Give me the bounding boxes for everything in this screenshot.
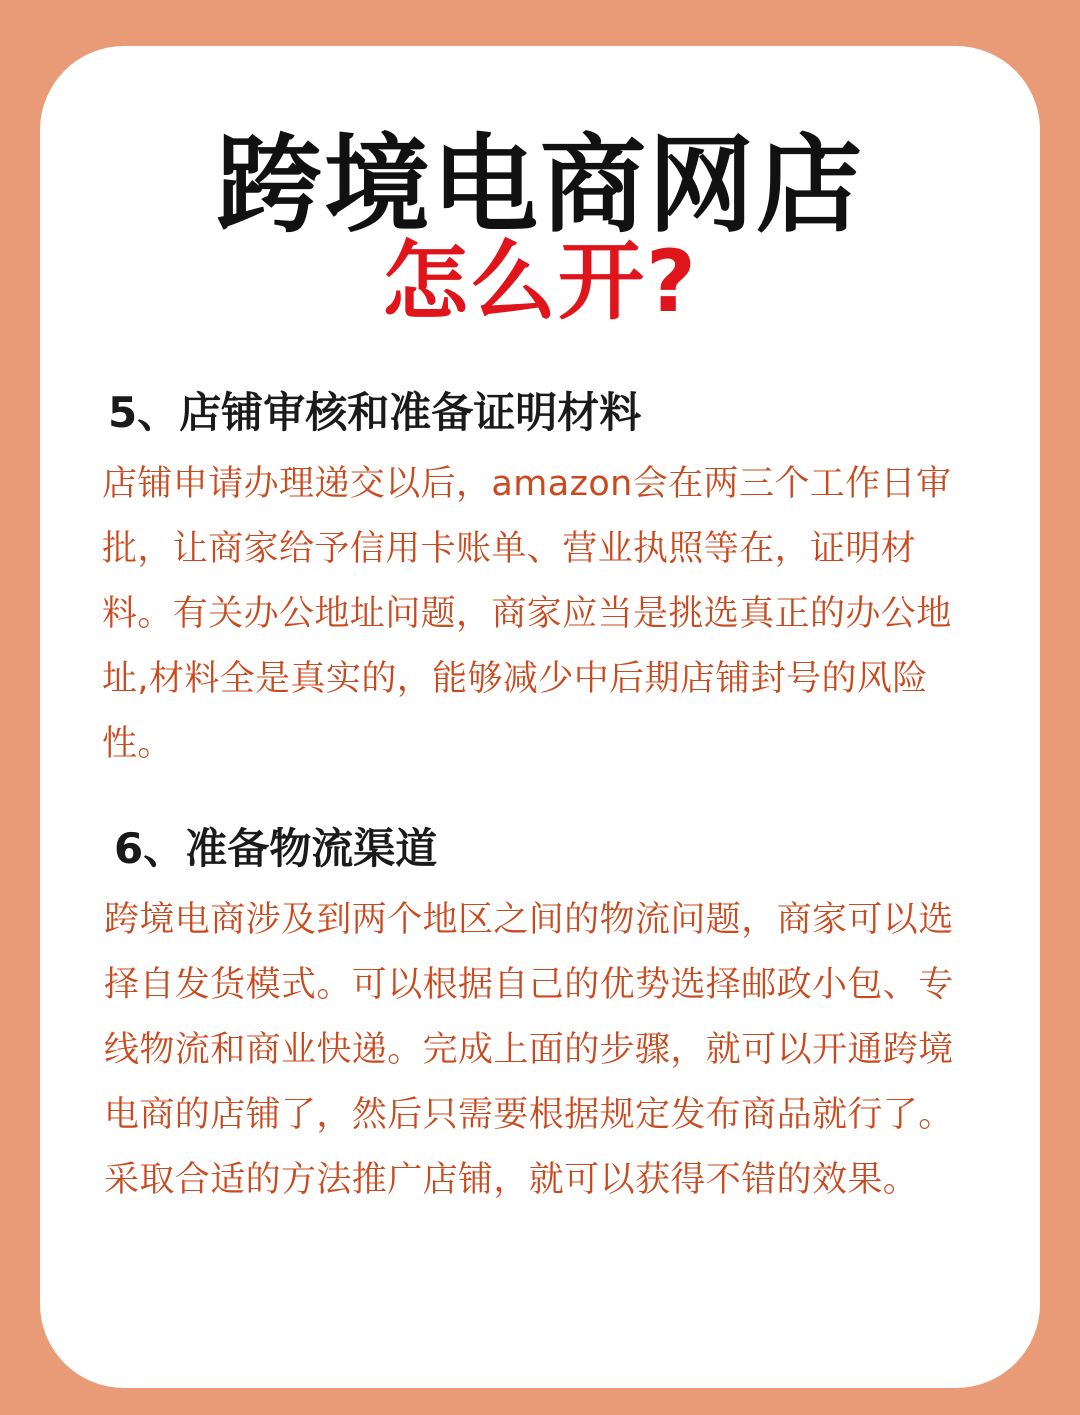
section-heading: 6、准备物流渠道 xyxy=(114,824,438,873)
section-heading: 5、店铺审核和准备证明材料 xyxy=(108,388,642,437)
section-body: 跨境电商涉及到两个地区之间的物流问题，商家可以选择自发货模式。可以根据自己的优势选择邮政小包、专线物流和商业快递。完成上面的步骤，就可以开通跨境电商的店铺了，然后只需要根据规定发布商品就行了。采取合适的方法推广店铺，就可以获得不错的效果。 xyxy=(104,900,954,1200)
page-subtitle: 怎么开? xyxy=(382,232,698,332)
content-card xyxy=(40,46,1040,1388)
section-store-review xyxy=(40,382,1040,777)
page-title: 跨境电商网店 xyxy=(216,124,864,247)
section-logistics xyxy=(40,818,1040,1213)
section-body: 店铺申请办理递交以后，amazon会在两三个工作日审批，让商家给予信用卡账单、营业执照等在，证明材料。有关办公地址问题，商家应当是挑选真正的办公地址,材料全是真实的，能够减少中后期店铺封号的风险性。 xyxy=(102,464,952,764)
